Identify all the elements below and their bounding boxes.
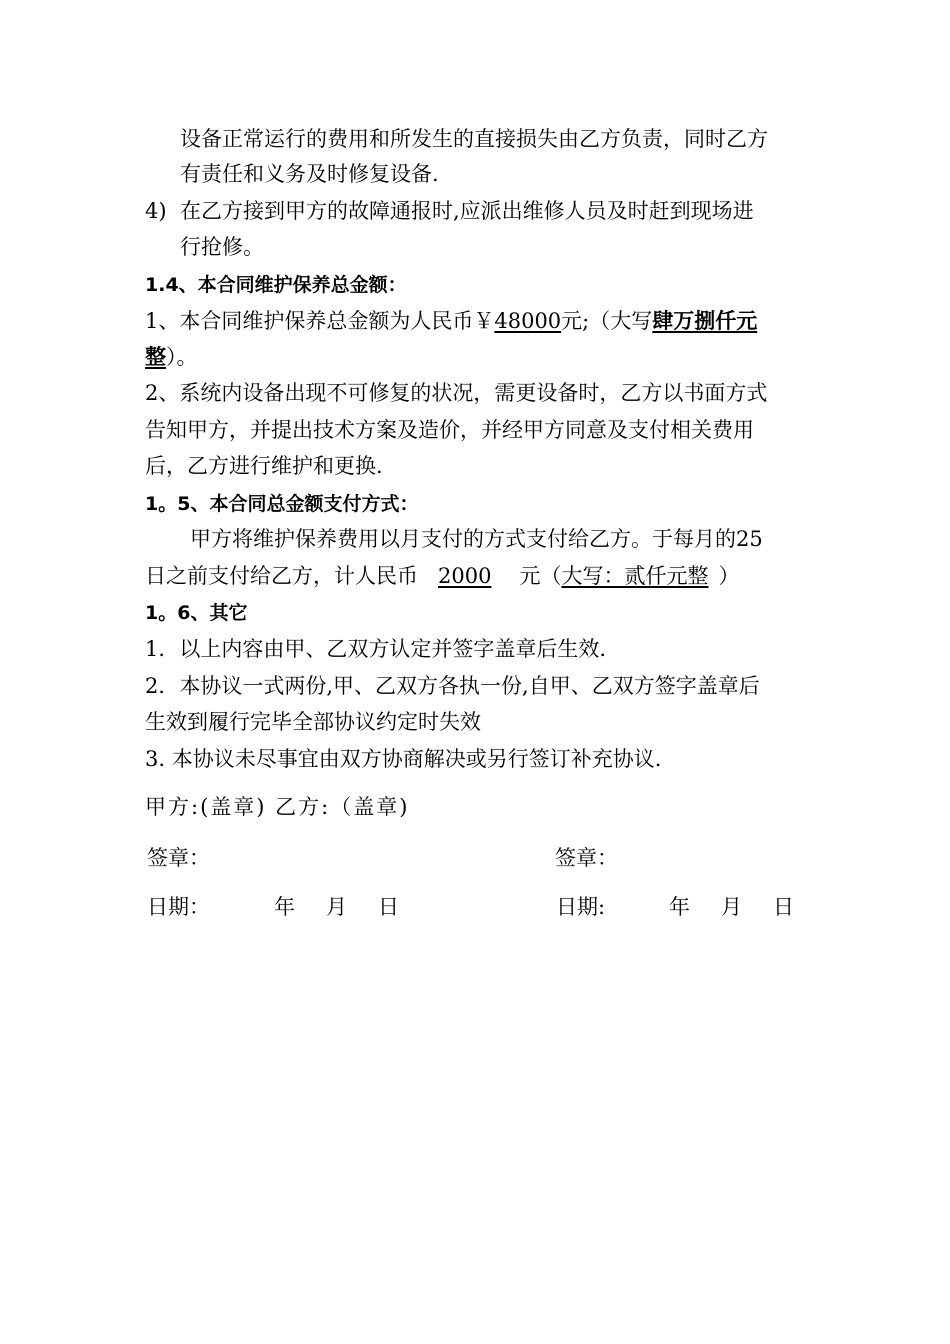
section-1-5-heading: 1。5、本合同总金额支付方式： xyxy=(145,493,419,515)
section-1-4-item-1-line-1 xyxy=(145,306,757,336)
clause-4-number: 4) xyxy=(145,199,167,223)
date-label-party-a: 日期： xyxy=(147,895,210,919)
amount-in-words: 肆万捌仟元 xyxy=(652,308,758,333)
date-day-party-b: 日 xyxy=(773,895,794,919)
section-1-4-heading: 1.4、本合同维护保养总金额： xyxy=(145,274,407,296)
section-1-6-heading: 1。6、其它 xyxy=(145,602,248,624)
section-1-4-item-2-line-2: 告知甲方，并提出技术方案及造价，并经甲方同意及支付相关费用 xyxy=(145,418,754,442)
amount-prefix: 1、本合同维护保养总金额为人民币￥ xyxy=(145,309,495,333)
amount-suffix: ）。 xyxy=(166,345,198,369)
date-year-party-b: 年 xyxy=(669,895,690,919)
amount-in-words-end: 整 xyxy=(145,344,166,369)
clause-4-line-1: 在乙方接到甲方的故障通报时,应派出维修人员及时赶到现场进 xyxy=(180,199,754,223)
date-year-party-a: 年 xyxy=(274,895,295,919)
section-1-4-item-2-line-3: 后，乙方进行维护和更换. xyxy=(145,454,383,478)
payment-suffix: ） xyxy=(718,564,740,588)
payment-amount-field xyxy=(418,564,519,588)
section-1-6-item-2-line-2: 生效到履行完毕全部协议约定时失效 xyxy=(145,710,481,734)
payment-mid: 元（ xyxy=(519,564,562,588)
section-1-5-line-2 xyxy=(145,561,739,591)
payment-in-words: 大写：贰仟元整 xyxy=(561,564,709,588)
sign-label-party-b: 签章： xyxy=(555,846,618,870)
section-1-6-item-3: 3. 本协议未尽事宜由双方协商解决或另行签订补充协议. xyxy=(145,747,662,771)
amount-value: 48000 xyxy=(494,309,562,333)
sign-label-party-a: 签章： xyxy=(147,846,210,870)
date-label-party-b: 日期: xyxy=(556,895,606,919)
amount-mid: 元;（大写 xyxy=(561,309,653,333)
payment-amount: 2000 xyxy=(438,564,492,588)
clause-4-line-2: 行抢修。 xyxy=(180,235,264,259)
signature-parties: 甲方:(盖章) 乙方:（盖章) xyxy=(145,795,410,819)
section-1-5-line-1: 甲方将维护保养费用以月支付的方式支付给乙方。于每月的25 xyxy=(190,527,763,551)
payment-prefix: 日之前支付给乙方，计人民币 xyxy=(145,564,418,588)
date-day-party-a: 日 xyxy=(378,895,399,919)
section-1-4-item-2-line-1: 2、系统内设备出现不可修复的状况，需更设备时，乙方以书面方式 xyxy=(145,381,768,405)
clause-3-continuation-line-1: 设备正常运行的费用和所发生的直接损失由乙方负责，同时乙方 xyxy=(180,127,768,151)
section-1-4-item-1-line-2 xyxy=(145,342,198,372)
date-month-party-b: 月 xyxy=(721,895,742,919)
date-month-party-a: 月 xyxy=(326,895,347,919)
section-1-6-item-1: 1．以上内容由甲、乙双方认定并签字盖章后生效. xyxy=(145,637,607,661)
section-1-6-item-2-line-1: 2．本协议一式两份,甲、乙双方各执一份,自甲、乙双方签字盖章后 xyxy=(145,674,760,698)
clause-3-continuation-line-2: 有责任和义务及时修复设备. xyxy=(180,162,439,186)
payment-in-words-field xyxy=(561,564,718,588)
